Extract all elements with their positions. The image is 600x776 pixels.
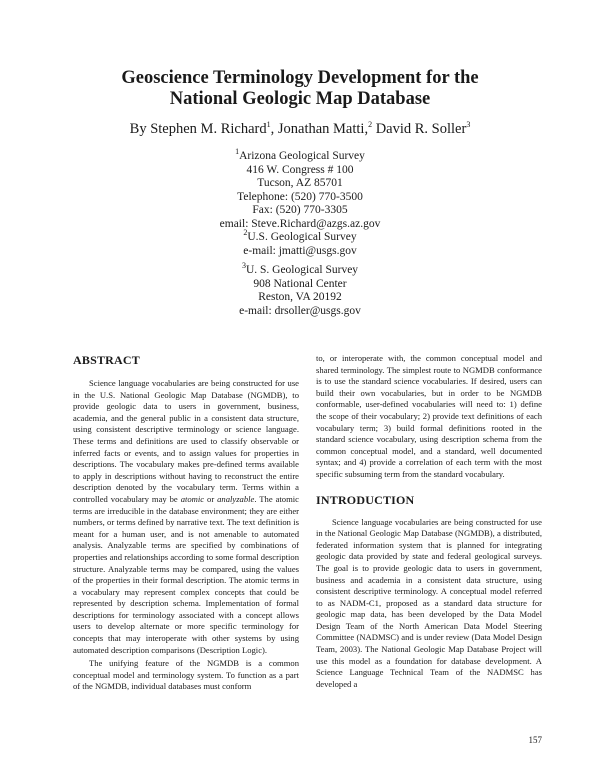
abstract-heading: ABSTRACT <box>73 353 140 367</box>
affiliation-1-marker: 1 <box>235 147 240 157</box>
affiliation-2-email[interactable]: e-mail: jmatti@usgs.gov <box>243 244 357 257</box>
abstract-p1-text-b: . The atomic terms are irreducible in the database environment; they are either numbers, or terms defined by narrative text. The text definition is meant for a human user, and is not amenable to automated analysis. Analyzable terms are specified by combinations of properties and relationships according to some formal description structure. Analyzable terms may be compared, using the values of the properties in their formal description. The atomic terms in a vocabulary may represent complex concepts that could be represented by description schema. Implementation of formal descriptions for terminology associated with a concept allows users to develop alternate or more specific terminology for concepts that may interoperate with other systems by using automated description comparisons (Description Logic). <box>73 493 299 655</box>
introduction-paragraph-1: Science language vocabularies are being constructed for use in the National Geologic Map Database (NGMDB), a distributed, federated information system that is planned for integrating geologic data provided by state and federal geological surveys. The goal is to provide geologic data to users in government, business and academia in a consistent data structure, using consistent descriptive terminology. A conceptual model referred to as NADM-C1, proposed as a standard data structure for geologic map data, has been developed by the Data Model Design Team of the North American Data Model Steering Committee (NADMSC) and is under review (Data Model Design Team, 2003). The National Geologic Map Database Project will use this model as a foundation for database development. A Science Language Technical Team of the NADMSC has developed a <box>316 516 542 689</box>
affiliation-1-address-1: 416 W. Congress # 100 <box>246 163 354 176</box>
abstract-p1-or: or <box>204 493 218 504</box>
paper-title-line-1: Geoscience Terminology Development for the <box>121 68 479 88</box>
term-analyzable: analyzable <box>217 493 255 504</box>
abstract-p1-text-a: Science language vocabularies are being constructed for use in the U.S. National Geologic Map Database (NGMDB), to provide geologic data to users in government, business, academia, and the general public in a consistent data structure, using consistent descriptive terminology or science language. These terms and definitions are used to classify observable or inferred facts or events, and to assign values for properties in descriptions. The vocabulary makes pre-defined terms available to apply in descriptions without having to reconstruct the entire description denoted by the vocabulary term. Terms within a controlled vocabulary may be <box>73 378 299 504</box>
term-atomic: atomic <box>180 493 205 504</box>
affiliation-1-email[interactable]: email: Steve.Richard@azgs.az.gov <box>219 217 381 230</box>
affiliation-3-email[interactable]: e-mail: drsoller@usgs.gov <box>239 304 361 317</box>
right-column <box>316 353 542 690</box>
affiliation-3-address-2: Reston, VA 20192 <box>258 291 342 303</box>
affiliation-1 <box>0 147 600 258</box>
left-column <box>73 353 299 693</box>
abstract-paragraph-1 <box>73 378 299 656</box>
affiliation-1-address-2: Tucson, AZ 85701 <box>257 177 343 189</box>
affiliation-2-name: U.S. Geological Survey <box>247 231 357 243</box>
affiliation-3 <box>0 261 600 318</box>
author-3-marker: 3 <box>466 120 471 130</box>
abstract-paragraph-2: The unifying feature of the NGMDB is a common conceptual model and terminology system. To function as a part of the NGMDB, individual databases must conform <box>73 658 299 692</box>
page-number: 157 <box>528 735 542 745</box>
introduction-heading: INTRODUCTION <box>316 492 415 507</box>
paper-title-line-2: National Geologic Map Database <box>169 89 431 109</box>
affiliation-1-fax: Fax: (520) 770-3305 <box>252 204 348 216</box>
affiliation-3-marker: 3 <box>241 261 246 271</box>
author-3: David R. Soller <box>372 121 467 137</box>
affiliation-1-telephone: Telephone: (520) 770-3500 <box>237 190 363 203</box>
author-2-marker: 2 <box>368 120 373 130</box>
affiliation-3-address-1: 908 National Center <box>253 277 347 290</box>
author-1-marker: 1 <box>266 120 271 130</box>
author-1: By Stephen M. Richard <box>129 121 267 137</box>
affiliation-3-name: U. S. Geological Survey <box>245 264 359 276</box>
abstract-paragraph-2-continued: to, or interoperate with, the common conceptual model and shared terminology. The simplest route to NGMDB conformance is to use the standard science vocabularies. If desired, users can build their own vocabularies, but in order to be NGMDB conformable, user-defined vocabularies will need to: 1) define the scope of their vocabulary; 2) provide text definitions of each vocabulary term; 3) build formal definitions rooted in the standard science vocabulary, using description schema from the common conceptual model, and a standard, well documented syntax; and 4) provide a correlation of each term with the most specific subsuming term from the standard vocabulary. <box>316 353 542 479</box>
author-2: , Jonathan Matti, <box>270 121 369 137</box>
affiliation-2-marker: 2 <box>243 228 248 238</box>
affiliation-1-name: Arizona Geological Survey <box>239 150 365 162</box>
author-line <box>0 120 600 138</box>
